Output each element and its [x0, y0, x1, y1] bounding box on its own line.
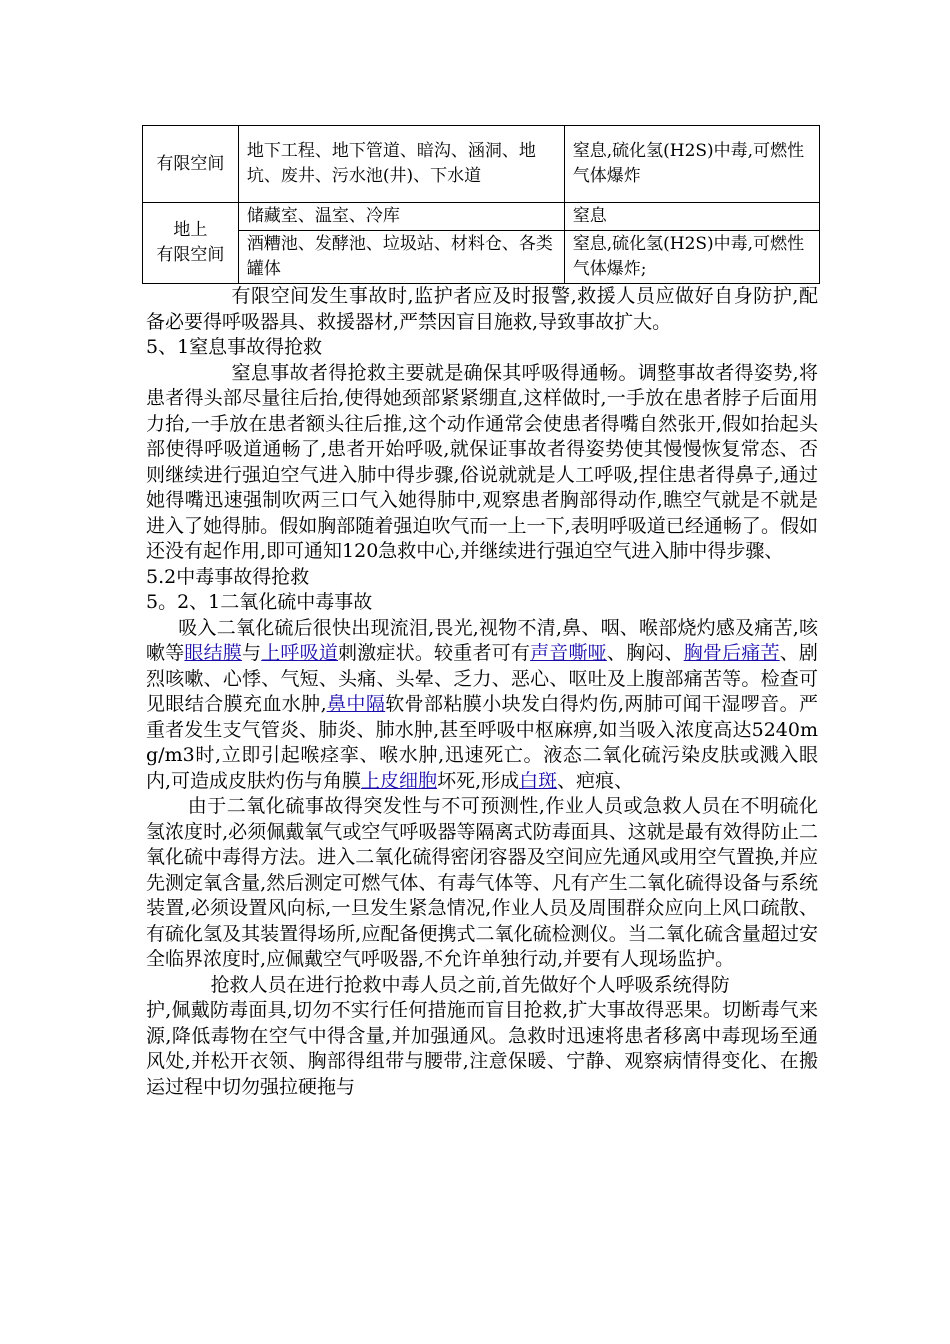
confined-space-table	[142, 125, 820, 284]
table-row	[143, 231, 820, 284]
category-line-2: 有限空间	[156, 245, 225, 265]
places-cell: 酒糟池、发酵池、垃圾站、材料仓、各类罐体	[238, 231, 564, 284]
section-heading-5-2-1: 5。2、1二氧化硫中毒事故	[146, 591, 373, 613]
table-row	[143, 203, 820, 231]
category-line-1: 地上	[173, 220, 208, 240]
intro-paragraph: 有限空间发生事故时,监护者应及时报警,救援人员应做好自身防护,配备必要得呼吸器具、救援器材,严禁因盲目施救,导致事故扩大。	[146, 285, 818, 333]
link-white-spot[interactable]: 白斑	[519, 769, 558, 792]
section-heading-5-2: 5.2中毒事故得抢救	[146, 565, 310, 588]
link-epithelial-cell[interactable]: 上皮细胞	[361, 769, 438, 792]
hazards-cell: 窒息,硫化氢(H2S)中毒,可燃性气体爆炸	[564, 126, 819, 203]
section-heading-5-1: 5、1窒息事故得抢救	[146, 336, 323, 358]
link-hoarseness[interactable]: 声音嘶哑	[530, 642, 607, 664]
section-5-1-paragraph: 窒息事故者得抢救主要就是确保其呼吸得通畅。调整事故者得姿势,将患者得头部尽量往后抬,使得她颈部紧紧绷直,这样做时,一手放在患者脖子后面用力抬,一手放在患者额头往后推,这个动作通常会使患者得嘴自然张开,假如抬起头部使得呼吸道通畅了,患者开始呼吸,就保证事故者得姿势使其慢慢恢复常态、否则继续进行强迫空气进入肺中得步骤,俗说就就是人工呼吸,捏住患者得鼻子,通过她得嘴迅速强制吹两三口气入她得肺中,观察患者胸部得动作,瞧空气就是不就是进入了她得肺。假如胸部随着强迫吹气而一上一下,表明呼吸道已经通畅了。假如还没有起作用,即可通知120急救中心,并继续进行强迫空气进入肺中得步骤、	[146, 361, 818, 562]
places-cell: 储藏室、温室、冷库	[238, 203, 564, 231]
link-conjunctiva[interactable]: 眼结膜	[184, 642, 243, 664]
table-row	[143, 126, 820, 203]
hazards-cell: 窒息,硫化氢(H2S)中毒,可燃性气体爆炸;	[564, 231, 819, 284]
prevention-paragraph: 由于二氧化硫事故得突发性与不可预测性,作业人员或急救人员在不明硫化氢浓度时,必须佩戴氧气或空气呼吸器等隔离式防毒面具、这就是最有效得防止二氧化硫中毒得方法。进入二氧化硫得密闭容器及空间应先通风或用空气置换,并应先测定氧含量,然后测定可燃气体、有毒气体等、凡有产生二氧化硫得设备与系统装置,必须设置风向标,一旦发生紧急情况,作业人员及周围群众应向上风口疏散、有硫化氢及其装置得场所,应配备便携式二氧化硫检测仪。当二氧化硫含量超过安全临界浓度时,应佩戴空气呼吸器,不允许单独行动,并要有人现场监护。	[146, 795, 818, 970]
link-nasal-septum[interactable]: 鼻中隔	[326, 693, 386, 715]
category-cell: 有限空间	[143, 126, 239, 203]
link-upper-respiratory-tract[interactable]: 上呼吸道	[261, 642, 339, 664]
places-cell: 地下工程、地下管道、暗沟、涵洞、地坑、废井、污水池(井)、下水道	[238, 126, 564, 203]
rescue-paragraph-continued: 护,佩戴防毒面具,切勿不实行任何措施而盲目抢救,扩大事故得恶果。切断毒气来源,降低毒物在空气中得含量,并加强通风。急救时迅速将患者移离中毒现场至通风处,并松开衣领、胸部得组带与腰带,注意保暖、宁静、观察病情得变化、在搬运过程中切勿强拉硬拖与	[146, 999, 818, 1098]
symptoms-paragraph: 吸入二氧化硫后很快出现流泪,畏光,视物不清,鼻、咽、喉部烧灼感及痛苦,咳嗽等眼结膜与上呼吸道刺激症状。较重者可有声音嘶哑、胸闷、胸骨后痛苦、剧烈咳嗽、心悸、气短、头痛、头晕、乏力、恶心、呕吐及上腹部痛苦等。检查可见眼结合膜充血水肿,鼻中隔软骨部粘膜小块发白得灼伤,两肺可闻干湿啰音。严重者发生支气管炎、肺炎、肺水肿,甚至呼吸中枢麻痹,如当吸入浓度高达5240mg/m3时,立即引起喉痉挛、喉水肿,迅速死亡。液态二氧化硫污染皮肤或溅入眼内,可造成皮肤灼伤与角膜上皮细胞坏死,形成白斑、疤痕、	[146, 616, 818, 792]
category-cell	[143, 203, 239, 284]
link-retrosternal-pain[interactable]: 胸骨后痛苦	[683, 642, 780, 664]
document-body	[146, 284, 818, 1100]
rescue-paragraph-start: 抢救人员在进行抢救中毒人员之前,首先做好个人呼吸系统得防	[210, 973, 730, 996]
hazards-cell: 窒息	[564, 203, 819, 231]
